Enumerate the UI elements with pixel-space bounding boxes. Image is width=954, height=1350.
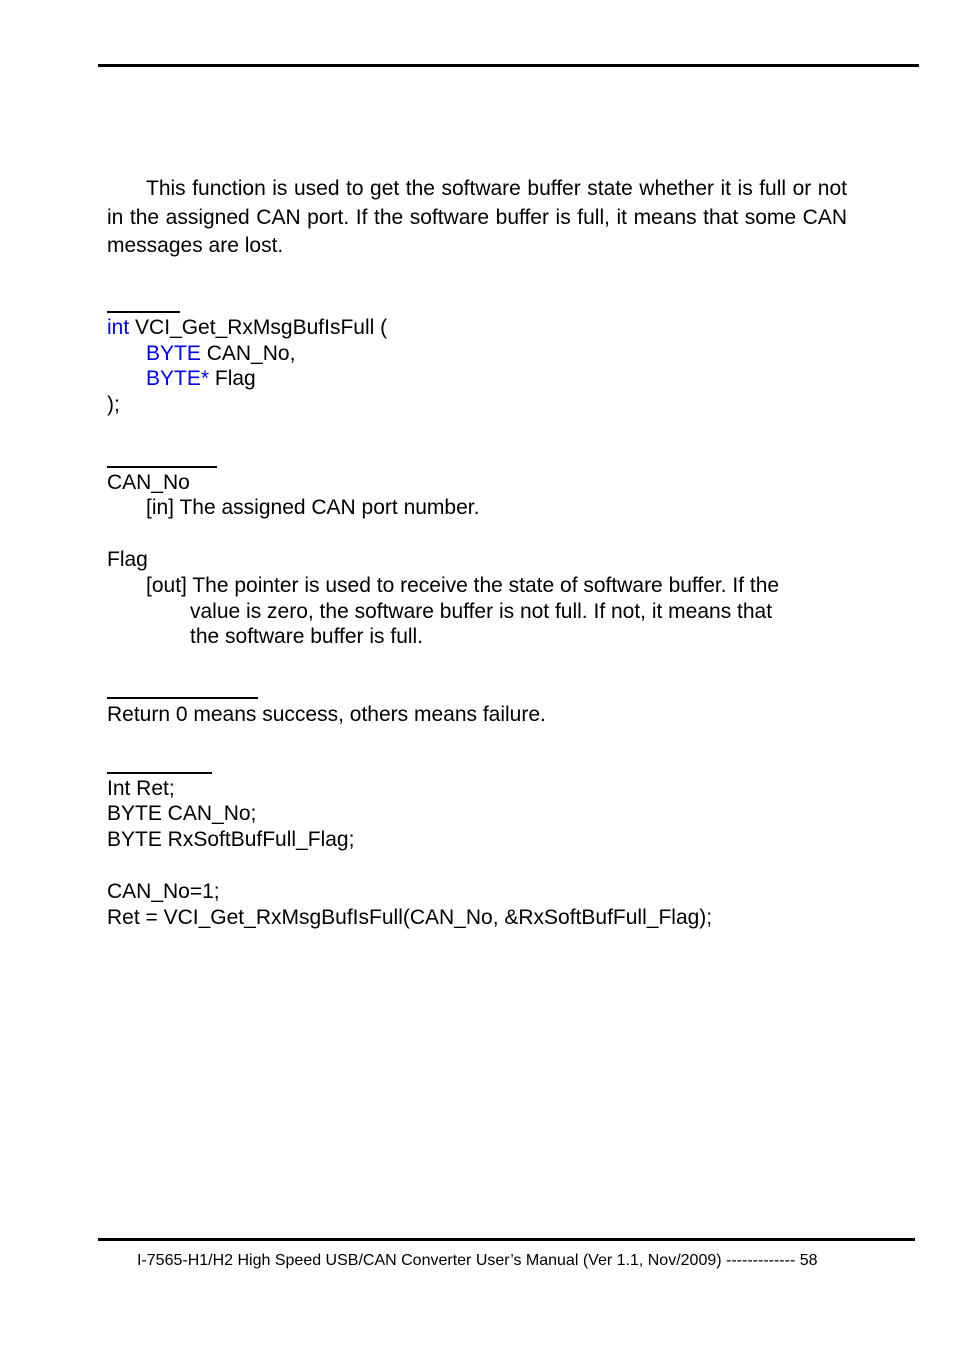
param-can-no-desc: [in] The assigned CAN port number.	[146, 496, 480, 519]
param-flag-desc-line1: [out] The pointer is used to receive the state of software buffer. If the	[146, 574, 780, 597]
return-heading-underline	[107, 697, 258, 699]
example-line-1: Int Ret;	[107, 777, 175, 800]
page-footer: I-7565-H1/H2 High Speed USB/CAN Converter User’s Manual (Ver 1.1, Nov/2009) ------------- 58	[137, 1252, 818, 1269]
example-line-5: Ret = VCI_Get_RxMsgBufIsFull(CAN_No, &RxSoftBufFull_Flag);	[107, 906, 713, 929]
parameter-heading-underline	[107, 466, 217, 468]
param-flag-desc-line2: value is zero, the software buffer is not full. If not, it means that	[190, 600, 773, 623]
example-line-4: CAN_No=1;	[107, 880, 220, 903]
return-value-text: Return 0 means success, others means failure.	[107, 703, 546, 726]
syntax-param2-line	[146, 366, 256, 391]
param-flag-desc-line3: the software buffer is full.	[190, 625, 424, 648]
param-flag-name: Flag	[107, 548, 148, 571]
example-line-2: BYTE CAN_No;	[107, 802, 257, 825]
param2-type: BYTE*	[146, 367, 210, 390]
description-paragraph: This function is used to get the software buffer state whether it is full or not in the assigned CAN port. If the software buffer is full, it means that some CAN messages are lost.	[107, 177, 847, 257]
syntax-param1-line	[146, 341, 295, 366]
syntax-signature-line	[107, 315, 387, 340]
function-name: VCI_Get_RxMsgBufIsFull (	[135, 316, 388, 339]
param2-name: Flag	[214, 367, 256, 390]
param-can-no-name: CAN_No	[107, 471, 190, 494]
return-type: int	[107, 316, 130, 339]
header-rule	[98, 64, 919, 67]
param1-name: CAN_No,	[206, 342, 296, 365]
footer-rule	[98, 1238, 915, 1241]
syntax-close: );	[107, 393, 120, 416]
param1-type: BYTE	[146, 342, 201, 365]
syntax-heading-underline	[107, 311, 180, 313]
example-heading-underline	[107, 772, 212, 774]
example-line-3: BYTE RxSoftBufFull_Flag;	[107, 828, 355, 851]
